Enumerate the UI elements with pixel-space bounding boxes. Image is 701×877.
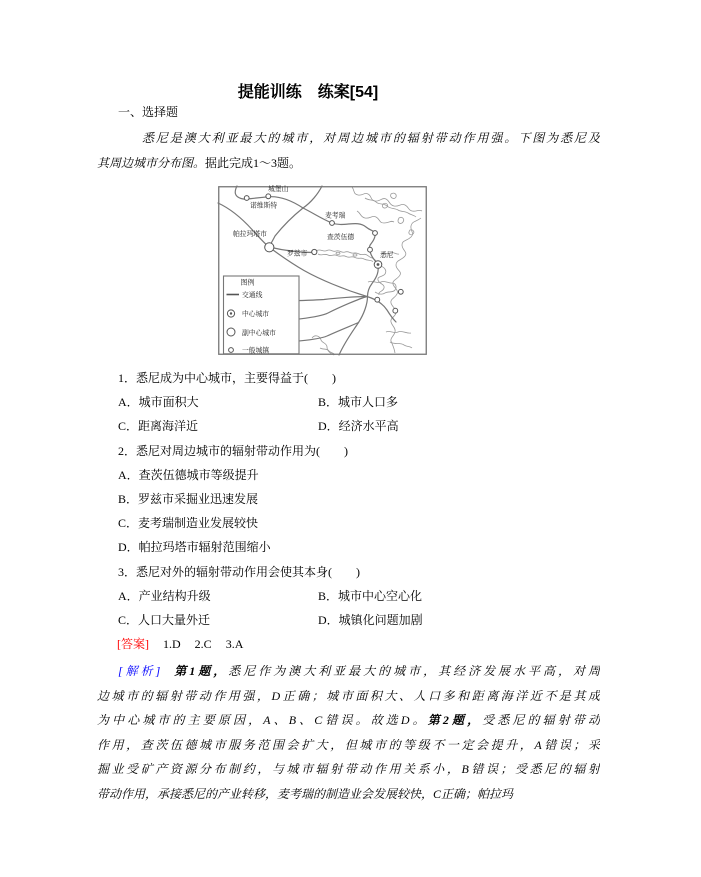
road	[269, 208, 303, 247]
option-1-b: B．城市人口多	[318, 395, 399, 410]
answer-label: [答案]	[117, 637, 149, 652]
central-city-symbol-dot	[230, 312, 232, 314]
legend-central-city: 中心城市	[242, 311, 270, 318]
option-2-b: B．罗兹市采掘业迅速发展	[118, 491, 259, 506]
option-1-d: D．经济水平高	[318, 419, 399, 434]
analysis-line-3	[97, 708, 600, 733]
city-label-rhodes: 罗兹市	[287, 250, 308, 258]
analysis-block	[97, 659, 600, 807]
question-3-stem: 3．悉尼对外的辐射带动作用会使其本身( )	[118, 564, 360, 579]
question-1-stem-row	[97, 366, 600, 390]
intro-line-2	[97, 151, 600, 176]
road	[303, 186, 322, 208]
option-3-c: C．人口大量外迁	[118, 612, 211, 627]
option-3-a: A．产业结构升级	[118, 588, 211, 603]
town-marker-rhodes	[312, 249, 317, 254]
question-2-option-a-row	[97, 463, 600, 487]
question-1-options-cd	[97, 414, 600, 438]
answer-item-3: 3.A	[225, 637, 244, 652]
analysis-text-3b: 受悉尼的辐射带动	[482, 713, 600, 728]
option-2-c: C．麦考瑞制造业发展较快	[118, 516, 259, 531]
option-2-a: A．查茨伍德城市等级提升	[118, 467, 259, 482]
city-label-norwest: 诺维斯特	[250, 202, 278, 210]
legend-sub-central-city: 副中心城市	[242, 330, 276, 337]
town-marker	[375, 297, 380, 302]
city-label-chatswood: 查茨伍德	[327, 234, 355, 241]
option-1-a: A．城市面积大	[118, 395, 199, 410]
town-marker-macquarie	[330, 221, 335, 226]
section-heading: 一、选择题	[118, 105, 179, 119]
map-legend	[224, 276, 300, 355]
legend-ordinary-town: 一般城镇	[242, 347, 270, 355]
intro-line-2-task: 据此完成1～3题。	[205, 156, 302, 170]
analysis-line-4: 作用，查茨伍德城市服务范围会扩大，但城市的等级不一定会提升，A错误；采	[97, 737, 600, 752]
sydney-region-map	[218, 186, 427, 355]
intro-paragraph	[97, 126, 600, 176]
question-2-option-d-row	[97, 535, 600, 559]
town-marker-chatswood	[368, 247, 373, 252]
question-1-options-ab	[97, 390, 600, 414]
analysis-line-2: 边城市的辐射带动作用强，D正确；城市面积大、人口多和距离海洋近不是其成	[97, 688, 600, 703]
page-title: 提能训练 练案[54]	[237, 84, 379, 101]
question-2-option-b-row	[97, 487, 600, 511]
analysis-text-1: 悉尼作为澳大利亚最大的城市，其经济发展水平高，对周	[228, 664, 600, 678]
analysis-q2-marker: 第2题，	[427, 713, 483, 728]
town-marker-castle-hill	[266, 194, 271, 199]
option-2-d: D．帕拉玛塔市辐射范围缩小	[118, 540, 271, 555]
city-label-castle-hill: 城堡山	[268, 186, 289, 193]
road	[339, 264, 378, 355]
answer-item-2: 2.C	[194, 637, 212, 652]
option-1-c: C．距离海洋近	[118, 419, 199, 434]
question-2-stem-row	[97, 439, 600, 463]
answer-row	[97, 632, 600, 656]
answer-item-1: 1.D	[163, 637, 181, 652]
analysis-label: [解析]	[118, 664, 161, 678]
town-marker	[373, 231, 378, 236]
option-3-b: B．城市中心空心化	[318, 588, 423, 603]
town-marker	[244, 196, 249, 201]
city-label-parramatta: 帕拉玛塔市	[233, 231, 267, 238]
central-city-marker-sydney-dot	[377, 263, 380, 266]
analysis-line-5: 掘业受矿产资源分布制约，与城市辐射带动作用关系小，B错误；受悉尼的辐射	[97, 762, 600, 777]
option-3-d: D．城镇化问题加剧	[318, 612, 423, 627]
analysis-line-6: 带动作用，承接悉尼的产业转移，麦考瑞的制造业会发展较快，C正确；帕拉玛	[97, 786, 514, 801]
intro-line-1: 悉尼是澳大利亚最大的城市，对周边城市的辐射带动作用强。下图为悉尼及	[142, 131, 600, 145]
question-2-stem: 2．悉尼对周边城市的辐射带动作用为( )	[118, 443, 348, 458]
legend-traffic-line: 交通线	[242, 292, 263, 299]
question-3-options-cd	[97, 608, 600, 632]
question-1-stem: 1．悉尼成为中心城市，主要得益于( )	[118, 371, 336, 385]
legend-title: 图例	[240, 278, 255, 287]
city-label-macquarie: 麦考瑞	[325, 212, 346, 220]
sub-central-marker-parramatta	[265, 243, 274, 252]
question-3-stem-row	[97, 560, 600, 584]
analysis-text-3a: 为中心城市的主要原因，A、B、C错误。故选D。	[97, 713, 428, 728]
analysis-q1-marker: 第1题，	[171, 664, 229, 678]
analysis-line-1	[97, 659, 600, 684]
question-3-options-ab	[97, 584, 600, 608]
city-label-sydney: 悉尼	[380, 252, 394, 259]
question-2-option-c-row	[97, 511, 600, 535]
town-marker	[393, 308, 398, 313]
town-marker	[398, 289, 403, 294]
intro-line-2-material: 其周边城市分布图。	[97, 156, 206, 170]
questions-block	[97, 366, 600, 656]
